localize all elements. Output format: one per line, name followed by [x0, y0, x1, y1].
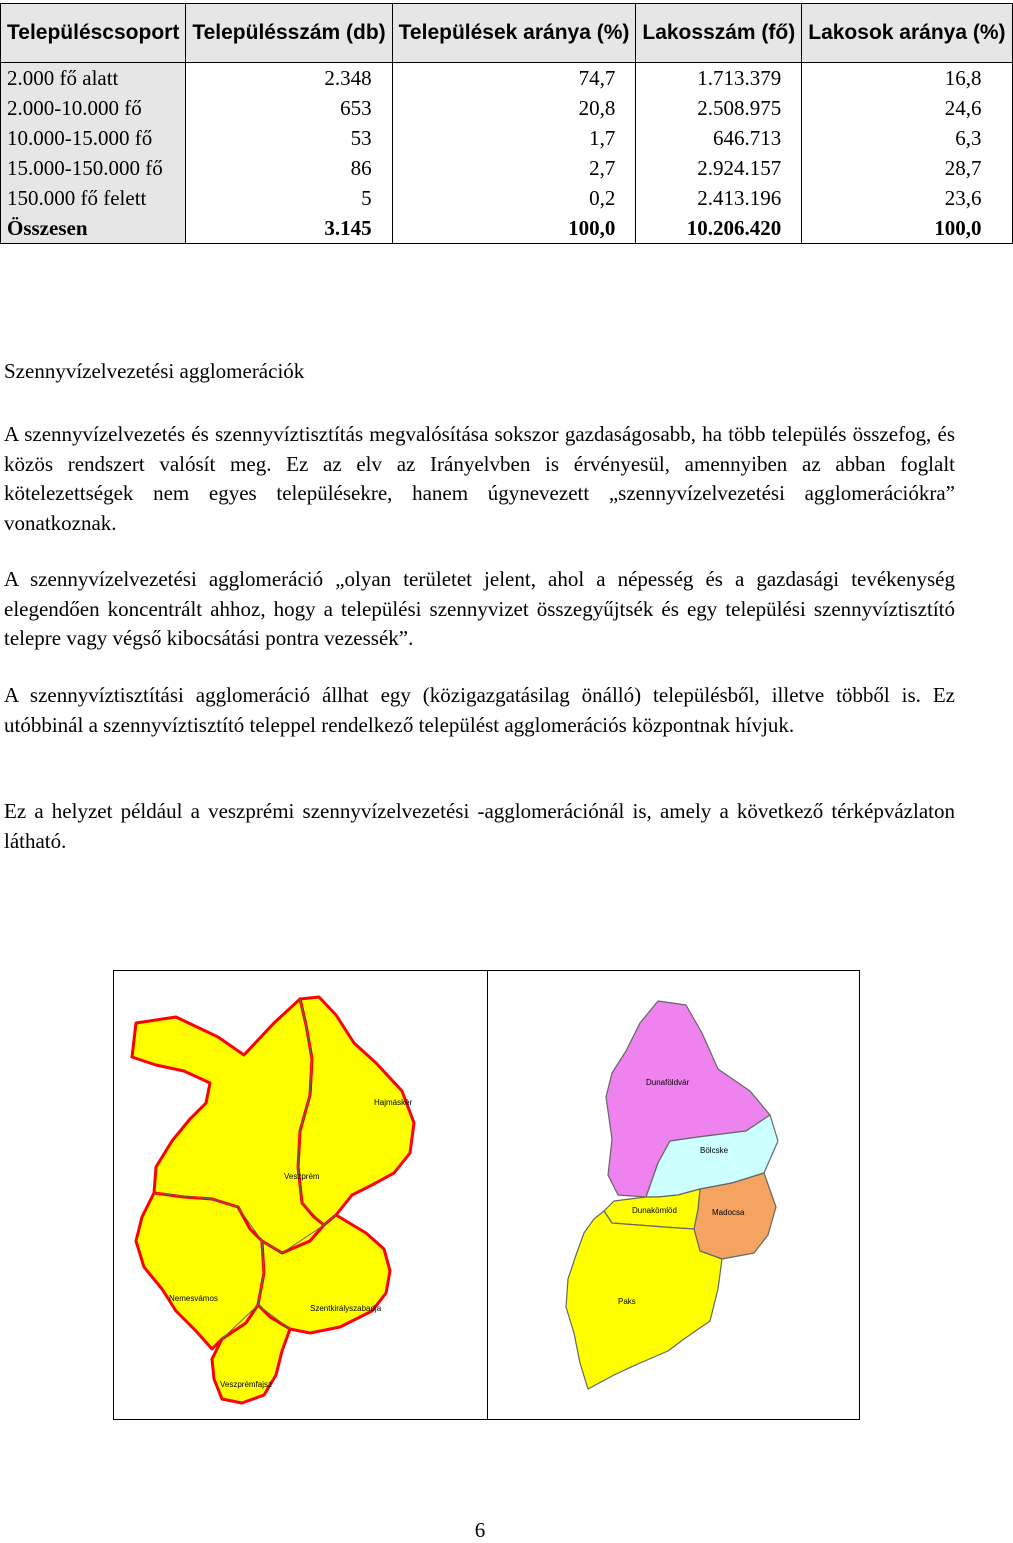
table-cell: 5: [186, 183, 392, 213]
paragraph: A szennyvízelvezetés és szennyvíztisztítás megvalósítása sokszor gazdaságosabb, ha több település összefog, és közös rendszert valósít meg. Ez az elv az Irányelvben is érvényesül, amennyiben az abban foglalt kötelezettségek nem egyes településekre, hanem úgynevezett „szennyvízelvezetési agglomerációkra” vonatkoznak.: [4, 422, 955, 535]
table-row: [1, 123, 1013, 153]
table-cell: 100,0: [392, 213, 636, 244]
veszprem-agglomeration-map: [113, 970, 488, 1420]
table-cell: 10.206.420: [636, 213, 802, 244]
table-cell: 16,8: [802, 63, 1012, 94]
map-label-veszprem: Veszprém: [284, 1172, 320, 1181]
table-cell: 20,8: [392, 93, 636, 123]
table-cell: 1,7: [392, 123, 636, 153]
table-cell: 15.000-150.000 fő: [1, 153, 186, 183]
table-cell: 74,7: [392, 63, 636, 94]
table-cell: 100,0: [802, 213, 1012, 244]
map-label-hajmasker: Hajmáskér: [374, 1098, 413, 1107]
map-label-bolcske: Bölcske: [700, 1146, 729, 1155]
table-cell: 3.145: [186, 213, 392, 244]
table-cell: 10.000-15.000 fő: [1, 123, 186, 153]
page-number: 6: [474, 1518, 486, 1542]
map-label-dunafoldvar: Dunaföldvár: [646, 1078, 690, 1087]
table-row: [1, 63, 1013, 94]
table-cell: 86: [186, 153, 392, 183]
table-header: Lakosok aránya (%): [802, 4, 1012, 63]
table-cell: 28,7: [802, 153, 1012, 183]
table-header: Településszám (db): [186, 4, 392, 63]
table-cell: 0,2: [392, 183, 636, 213]
table-cell: 653: [186, 93, 392, 123]
table-cell: 2.508.975: [636, 93, 802, 123]
statistics-table: [0, 3, 1013, 244]
table-cell: 150.000 fő felett: [1, 183, 186, 213]
table-cell: 6,3: [802, 123, 1012, 153]
map-label-paks: Paks: [618, 1297, 636, 1306]
paragraph: A szennyvíztisztítási agglomeráció állhat egy (közigazgatásilag önálló) településből, illetve többől is. Ez utóbbinál a szennyvíztisztító teleppel rendelkező települést agglomerációs központnak hívjuk.: [4, 683, 955, 737]
veszprem-map-svg: [114, 971, 487, 1419]
hajmasker-region: [298, 997, 414, 1225]
table-header: Települések aránya (%): [392, 4, 636, 63]
table-header-row: [1, 4, 1013, 63]
map-label-nemesvamos: Nemesvámos: [169, 1294, 218, 1303]
paragraph: A szennyvízelvezetési agglomeráció „olyan területet jelent, ahol a népesség és a gazdasági tevékenység elegendően koncentrált ahhoz, hogy a települési szennyvizet összegyűjtsék és egy települési szennyvíztisztító telepre vagy végső kibocsátási pontra vezessék”.: [4, 567, 955, 650]
table-cell: Összesen: [1, 213, 186, 244]
table-total-row: [1, 213, 1013, 244]
section-heading: Szennyvízelvezetési agglomerációk: [4, 359, 305, 383]
table-row: [1, 153, 1013, 183]
table-row: [1, 93, 1013, 123]
table-cell: 2,7: [392, 153, 636, 183]
map-label-veszpremfajsz: Veszprémfajsz: [220, 1380, 273, 1389]
paragraph: Ez a helyzet például a veszprémi szennyvízelvezetési -agglomerációnál is, amely a következő térképvázlaton látható.: [4, 799, 955, 853]
table-cell: 2.413.196: [636, 183, 802, 213]
paks-map-svg: [488, 971, 859, 1419]
table-cell: 646.713: [636, 123, 802, 153]
table-cell: 2.348: [186, 63, 392, 94]
table-cell: 2.000-10.000 fő: [1, 93, 186, 123]
paks-agglomeration-map: [487, 970, 860, 1420]
table-cell: 53: [186, 123, 392, 153]
map-label-szentkiralyszabadja: Szentkirályszabadja: [310, 1304, 382, 1313]
table-cell: 2.000 fő alatt: [1, 63, 186, 94]
table-cell: 23,6: [802, 183, 1012, 213]
map-label-dunakomlod: Dunakömlöd: [632, 1206, 677, 1215]
table-cell: 2.924.157: [636, 153, 802, 183]
table-header: Településcsoport: [1, 4, 186, 63]
table-header: Lakosszám (fő): [636, 4, 802, 63]
table-cell: 24,6: [802, 93, 1012, 123]
table-cell: 1.713.379: [636, 63, 802, 94]
table-row: [1, 183, 1013, 213]
map-label-madocsa: Madocsa: [712, 1208, 745, 1217]
